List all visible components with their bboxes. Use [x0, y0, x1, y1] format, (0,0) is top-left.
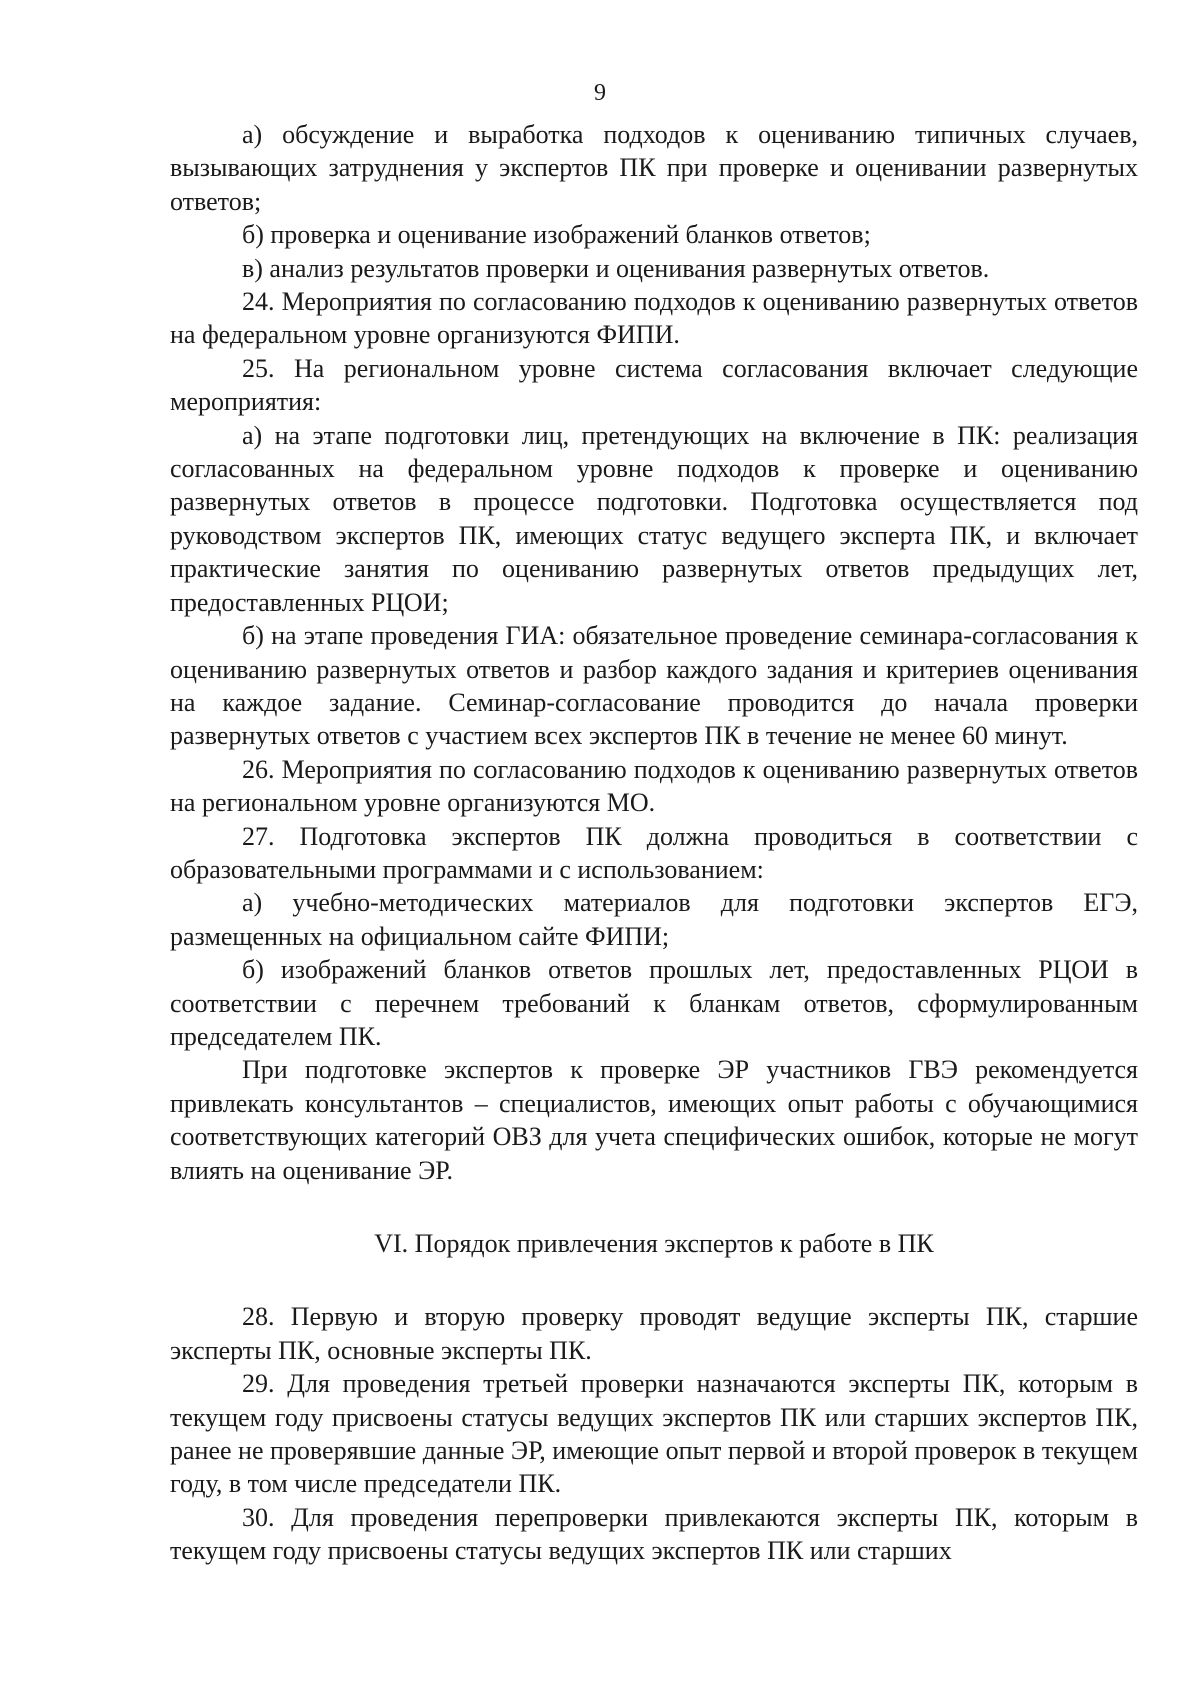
paragraph: 28. Первую и вторую проверку проводят ведущие эксперты ПК, старшие эксперты ПК, основные эксперты ПК. — [170, 1302, 1138, 1365]
paragraph: б) на этапе проведения ГИА: обязательное проведение семинара-согласования к оцениванию развернутых ответов и разбор каждого задания и критериев оценивания на каждое задание. Семинар-согласование проводится до начала проверки развернутых ответов с участием всех экспертов ПК в течение не менее 60 минут. — [170, 621, 1138, 751]
paragraph: а) учебно-методических материалов для подготовки экспертов ЕГЭ, размещенных на официальном сайте ФИПИ; — [170, 888, 1138, 951]
paragraph: а) на этапе подготовки лиц, претендующих на включение в ПК: реализация согласованных на федеральном уровне подходов к проверке и оцениванию развернутых ответов в процессе подготовки. Подготовка осуществляется под руководством экспертов ПК, имеющих статус ведущего эксперта ПК, и включает практические занятия по оцениванию развернутых ответов предыдущих лет, предоставленных РЦОИ; — [170, 420, 1138, 617]
paragraph: а) обсуждение и выработка подходов к оцениванию типичных случаев, вызывающих затруднения у экспертов ПК при проверке и оценивании развернутых ответов; — [170, 120, 1138, 216]
paragraph: б) проверка и оценивание изображений бланков ответов; — [242, 220, 871, 250]
paragraph: в) анализ результатов проверки и оценивания развернутых ответов. — [242, 253, 990, 283]
paragraph: 24. Мероприятия по согласованию подходов к оцениванию развернутых ответов на федеральном уровне организуются ФИПИ. — [170, 287, 1138, 350]
paragraph: При подготовке экспертов к проверке ЭР участников ГВЭ рекомендуется привлекать консультантов – специалистов, имеющих опыт работы с обучающимися соответствующих категорий ОВЗ для учета специфических ошибок, которые не могут влиять на оценивание ЭР. — [170, 1055, 1138, 1185]
paragraph: 26. Мероприятия по согласованию подходов к оцениванию развернутых ответов на региональном уровне организуются МО. — [170, 754, 1138, 818]
paragraph: б) изображений бланков ответов прошлых лет, предоставленных РЦОИ в соответствии с перечнем требований к бланкам ответов, сформулированным председателем ПК. — [170, 955, 1138, 1051]
paragraph: 30. Для проведения перепроверки привлекаются эксперты ПК, которым в текущем году присвоены статусы ведущих экспертов ПК или старших — [170, 1502, 1138, 1566]
paragraph: 25. На региональном уровне система согласования включает следующие мероприятия: — [170, 353, 1138, 417]
document-body — [170, 118, 1138, 1568]
paragraph: 29. Для проведения третьей проверки назначаются эксперты ПК, которым в текущем году присвоены статусы ведущих экспертов ПК или старших экспертов ПК, ранее не проверявшие данные ЭР, имеющие опыт первой и второй проверок в текущем году, в том числе председатели ПК. — [170, 1369, 1138, 1499]
paragraph: 27. Подготовка экспертов ПК должна проводиться в соответствии с образовательными программами и с использованием: — [170, 821, 1138, 884]
section-heading: VI. Порядок привлечения экспертов к работе в ПК — [374, 1229, 934, 1258]
page-number: 9 — [594, 80, 606, 106]
